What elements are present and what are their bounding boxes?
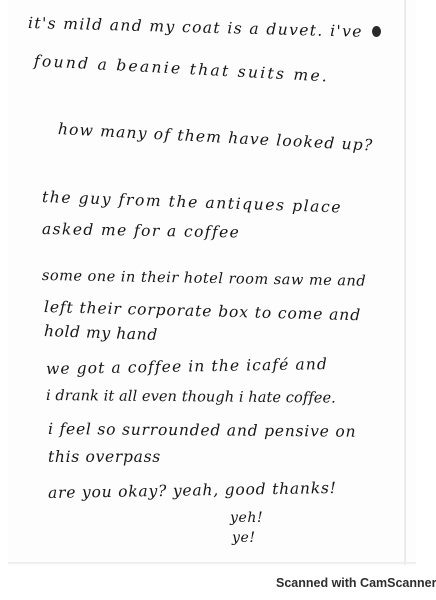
handwritten-line-8: hold my hand [43,322,159,344]
handwritten-line-5: asked me for a coffee [41,220,241,242]
handwritten-line-7: left their corporate box to come and [43,298,362,325]
handwritten-line-1: it's mild and my coat is a duvet. i've [27,14,364,41]
watermark-brand: CamScanner [360,576,436,590]
handwritten-line-15: ye! [232,530,256,546]
ink-blot [372,26,381,37]
handwritten-line-14: yeh! [230,510,264,526]
watermark-prefix: Scanned with [276,576,361,590]
handwritten-line-11: i feel so surrounded and pensive on [47,420,357,441]
handwritten-line-13: are you okay? yeah, good thanks! [47,478,337,502]
handwritten-line-9: we got a coffee in the icafé and [45,355,329,378]
handwritten-line-4: the guy from the antiques place [41,188,343,217]
handwritten-line-3: how many of them have looked up? [57,120,374,155]
page-bottom-edge [8,562,416,564]
scanner-watermark [276,576,436,590]
page-edge [404,0,406,565]
handwritten-line-12: this overpass [48,448,161,466]
handwritten-line-10: i drank it all even though i hate coffee. [45,388,336,407]
handwritten-line-6: some one in their hotel room saw me and [41,268,367,290]
handwritten-line-2: found a beanie that suits me. [33,52,330,86]
